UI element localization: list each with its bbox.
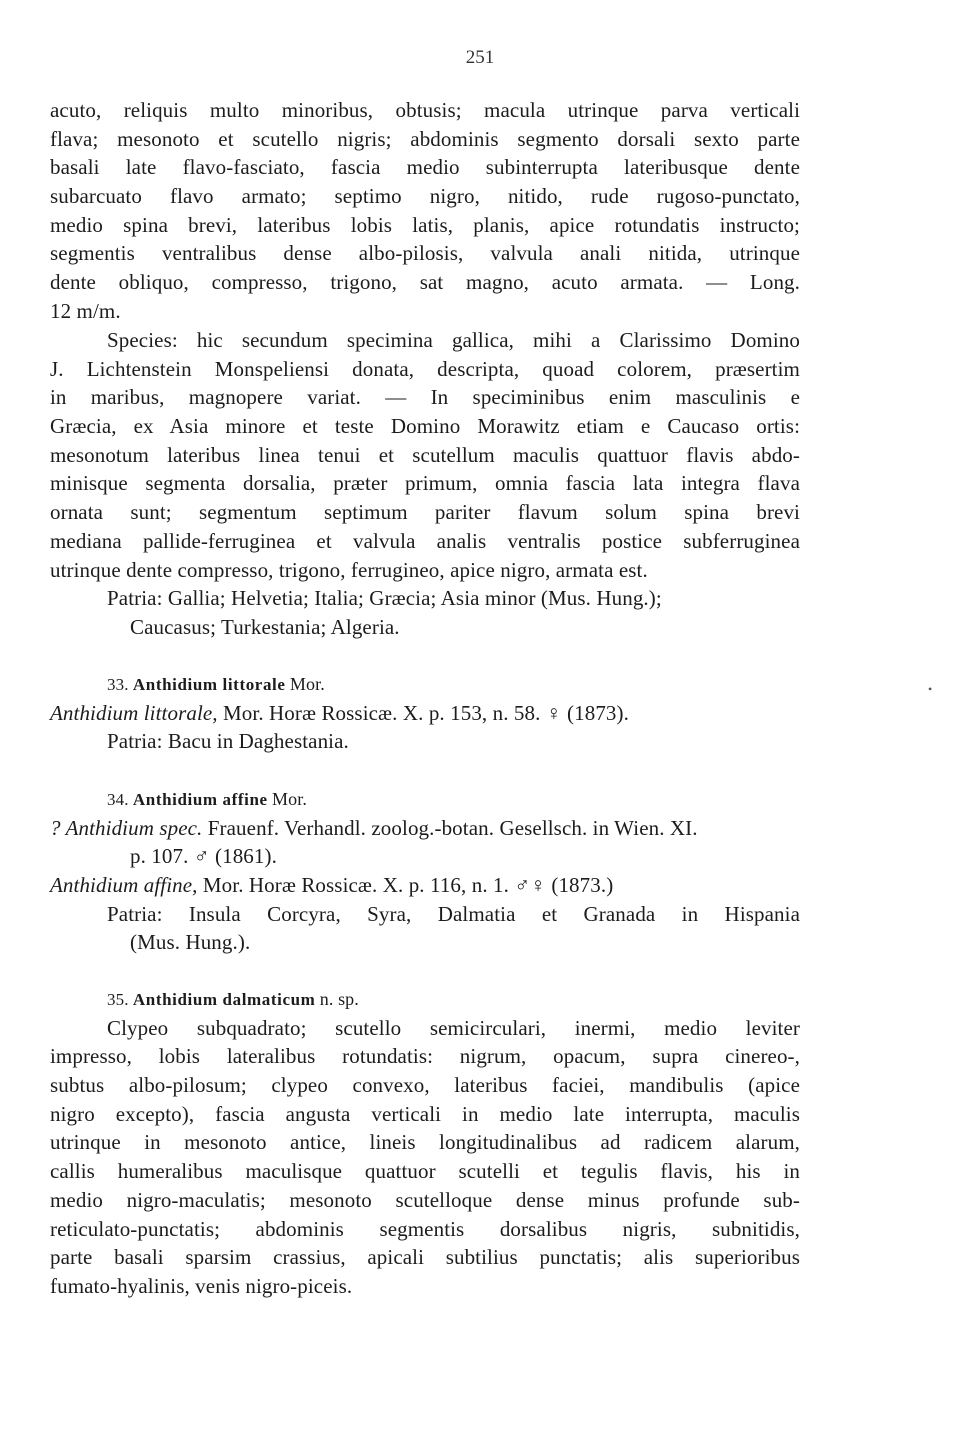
text-line: acuto, reliquis multo minoribus, obtusis; macula utrinque parva verticali xyxy=(50,98,800,122)
text-line: impresso, lobis lateralibus rotundatis: nigrum, opacum, supra cinereo-, xyxy=(50,1044,800,1069)
text-line: callis humeralibus maculisque quattuor scutelli et tegulis flavis, his in xyxy=(50,1159,800,1184)
species-name: Anthidium littorale xyxy=(132,675,286,694)
text-line: basali late flavo-fasciato, fascia medio subinterrupta lateribusque dente xyxy=(50,155,800,180)
text-line: utrinque in mesonoto antice, lineis longitudinalibus ad radicem alarum, xyxy=(50,1130,800,1155)
text-line: fumato-hyalinis, venis nigro-piceis. xyxy=(50,1273,353,1298)
synonym-line xyxy=(50,814,800,843)
patria-block xyxy=(50,584,800,641)
species-33-entry xyxy=(50,670,800,756)
synonym-reference: Frauenf. Verhandl. zoolog.-botan. Gesellsch. in Wien. XI. xyxy=(207,815,698,840)
text-line: 12 m/m. xyxy=(50,298,121,323)
species-heading xyxy=(50,985,800,1014)
species-author: Mor. xyxy=(272,789,307,809)
species-34-entry xyxy=(50,785,800,957)
species-author: n. sp. xyxy=(319,989,359,1009)
text-line: flava; mesonoto et scutello nigris; abdominis segmento dorsali sexto parte xyxy=(50,126,800,151)
synonym-name: ? Anthidium spec. xyxy=(50,815,203,840)
text-line: segmentis ventralibus dense albo-pilosis, valvula anali nitida, utrinque xyxy=(50,241,800,266)
synonym-reference: Mor. Horæ Rossicæ. X. p. 153, n. 58. ♀ (1873). xyxy=(223,700,629,725)
species-name: Anthidium affine xyxy=(132,790,268,809)
species-heading xyxy=(50,670,800,699)
text-line: Clypeo subquadrato; scutello semicirculari, inermi, medio leviter xyxy=(107,1015,800,1040)
text-line: J. Lichtenstein Monspeliensi donata, descripta, quoad colorem, præsertim xyxy=(50,356,800,381)
paragraph-species-notes xyxy=(50,326,800,584)
species-number: 35. xyxy=(107,990,129,1009)
patria-line: Patria: Insula Corcyra, Syra, Dalmatia et Granada in Hispania xyxy=(107,901,800,926)
synonym-line xyxy=(50,871,800,900)
text-line: mesonotum lateribus linea tenui et scutellum maculis quattuor flavis abdo- xyxy=(50,442,800,467)
species-name: Anthidium dalmaticum xyxy=(132,990,316,1009)
synonym-reference: Mor. Horæ Rossicæ. X. p. 116, n. 1. ♂♀ (1873.) xyxy=(202,873,614,898)
text-line: ornata sunt; segmentum septimum pariter flavum solum spina brevi xyxy=(50,500,800,525)
text-line: subarcuato flavo armato; septimo nigro, nitido, rude rugoso-punctato, xyxy=(50,184,800,209)
species-heading xyxy=(50,785,800,814)
patria-line: Patria: Bacu in Daghestania. xyxy=(107,729,349,754)
species-author: Mor. xyxy=(289,674,325,694)
text-line: medio nigro-maculatis; mesonoto scutelloque dense minus profunde sub- xyxy=(50,1187,800,1212)
text-line: Species: hic secundum specimina gallica, mihi a Clarissimo Domino xyxy=(107,328,800,352)
text-line: mediana pallide-ferruginea et valvula analis ventralis postice subferruginea xyxy=(50,528,800,553)
text-line: Græcia, ex Asia minore et teste Domino Morawitz etiam e Caucaso ortis: xyxy=(50,414,800,439)
species-number: 34. xyxy=(107,790,129,809)
patria-line: Patria: Gallia; Helvetia; Italia; Græcia; Asia minor (Mus. Hung.); xyxy=(107,586,662,610)
synonym-name: Anthidium littorale, xyxy=(50,700,218,725)
synonym-line xyxy=(50,699,800,728)
text-line: nigro excepto), fascia angusta verticali in medio late interrupta, maculis xyxy=(50,1101,800,1126)
text-line: utrinque dente compresso, trigono, ferrugineo, apice nigro, armata est. xyxy=(50,557,648,582)
species-number: 33. xyxy=(107,675,129,694)
paragraph-description-continued xyxy=(50,96,800,326)
synonym-continuation: p. 107. ♂ (1861). xyxy=(130,844,277,869)
text-line: medio spina brevi, lateribus lobis latis, planis, apice rotundatis instructo; xyxy=(50,212,800,237)
text-line: subtus albo-pilosum; clypeo convexo, lateribus faciei, mandibulis (apice xyxy=(50,1073,800,1098)
synonym-name: Anthidium affine, xyxy=(50,873,198,898)
patria-line: Caucasus; Turkestania; Algeria. xyxy=(130,614,400,639)
stray-mark: • xyxy=(928,682,933,696)
species-35-entry xyxy=(50,985,800,1301)
patria-line: (Mus. Hung.). xyxy=(130,930,251,955)
text-line: dente obliquo, compresso, trigono, sat magno, acuto armata. — Long. xyxy=(50,270,800,295)
text-line: minisque segmenta dorsalia, præter primum, omnia fascia lata integra flava xyxy=(50,471,800,496)
text-line: parte basali sparsim crassius, apicali subtilius punctatis; alis superioribus xyxy=(50,1245,800,1270)
text-line: reticulato-punctatis; abdominis segmentis dorsalibus nigris, subnitidis, xyxy=(50,1216,800,1241)
page-number: 251 xyxy=(465,47,495,68)
text-line: in maribus, magnopere variat. — In speciminibus enim masculinis e xyxy=(50,385,800,410)
